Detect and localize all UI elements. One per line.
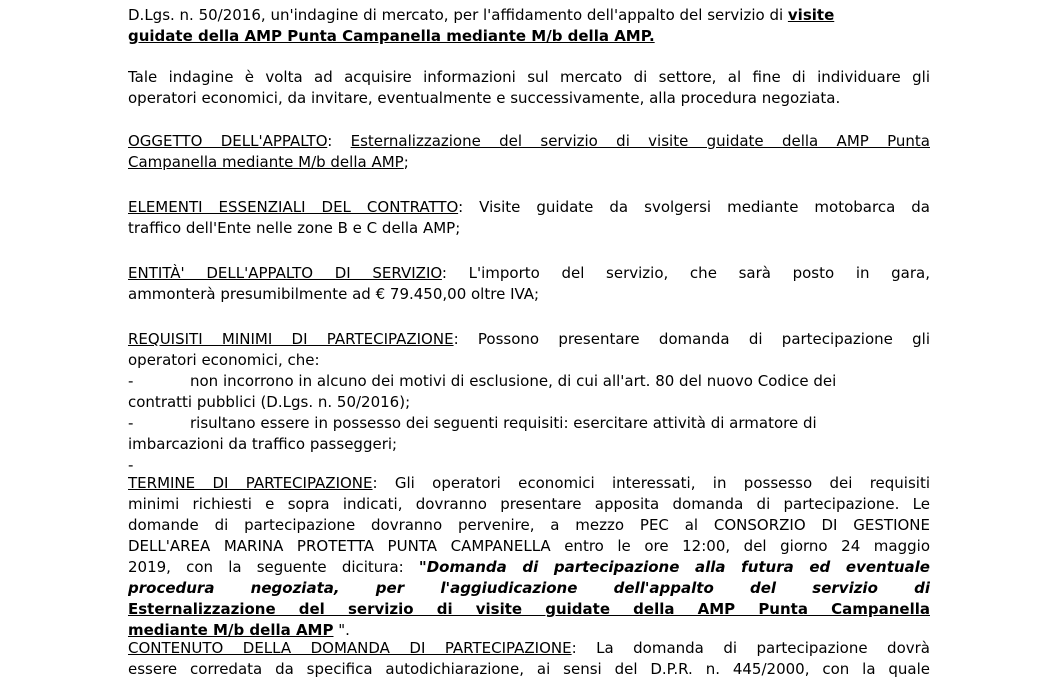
dicitura-tail: ". xyxy=(333,621,350,639)
oggetto-label: OGGETTO DELL'APPALTO xyxy=(128,132,328,150)
elementi-line-1 xyxy=(128,198,930,216)
termine-text: : Gli operatori economici interessati, in possesso dei requisiti xyxy=(372,474,930,492)
elementi-line-2: traffico dell'Ente nelle zone B e C della AMP; xyxy=(128,219,461,237)
termine-line-4: DELL'AREA MARINA PROTETTA PUNTA CAMPANELLA entro le ore 12:00, del giorno 24 maggio xyxy=(128,537,930,555)
contenuto-line-1 xyxy=(128,639,930,657)
oggetto-value-2: Campanella mediante M/b della AMP xyxy=(128,153,404,171)
requisiti-label: REQUISITI MINIMI DI PARTECIPAZIONE xyxy=(128,330,454,348)
requisiti-item-1-line-1 xyxy=(128,372,930,390)
intro-line-1 xyxy=(128,6,930,24)
termine-line-3: domande di partecipazione dovranno pervenire, a mezzo PEC al CONSORZIO DI GESTIONE xyxy=(128,516,930,534)
requisiti-line-1 xyxy=(128,330,930,348)
termine-line-6: procedura negoziata, per l'aggiudicazione dell'appalto del servizio di xyxy=(128,579,930,597)
contenuto-label: CONTENUTO DELLA DOMANDA DI PARTECIPAZIONE xyxy=(128,639,572,657)
list-dash: - xyxy=(128,456,134,474)
requisiti-line-2: operatori economici, che: xyxy=(128,351,320,369)
purpose-line-1: Tale indagine è volta ad acquisire informazioni sul mercato di settore, al fine di individuare gli xyxy=(128,68,930,86)
entita-line-1 xyxy=(128,264,930,282)
requisiti-item-2-line-2: imbarcazioni da traffico passeggeri; xyxy=(128,435,398,453)
contenuto-line-2: essere corredata da specifica autodichiarazione, ai sensi del D.P.R. n. 445/2000, con la quale xyxy=(128,660,930,678)
dicitura-quote-end: mediante M/b della AMP xyxy=(128,621,334,639)
oggetto-line-1 xyxy=(128,132,930,150)
dicitura-quote-1: "Domanda di partecipazione alla futura ed eventuale xyxy=(418,558,930,576)
termine-line-5 xyxy=(128,558,930,576)
entita-line-2: ammonterà presumibilmente ad € 79.450,00 oltre IVA; xyxy=(128,285,540,303)
requisiti-item-2-line-1 xyxy=(128,414,930,432)
elementi-label: ELEMENTI ESSENZIALI DEL CONTRATTO xyxy=(128,198,459,216)
oggetto-line-2 xyxy=(128,153,930,171)
oggetto-tail: ; xyxy=(403,153,409,171)
oggetto-separator: : xyxy=(327,132,351,150)
entita-label: ENTITÀ' DELL'APPALTO DI SERVIZIO xyxy=(128,264,442,282)
requisiti-empty-item xyxy=(128,456,930,474)
requisiti-item-2-text: risultano essere in possesso dei seguenti requisiti: esercitare attività di armatore di xyxy=(190,414,817,432)
purpose-line-2: operatori economici, da invitare, eventualmente e successivamente, alla procedura negoziata. xyxy=(128,89,841,107)
termine-line-2: minimi richiesti e sopra indicati, dovranno presentare apposita domanda di partecipazione. Le xyxy=(128,495,930,513)
list-dash: - xyxy=(128,414,134,432)
requisiti-item-1-text: non incorrono in alcuno dei motivi di esclusione, di cui all'art. 80 del nuovo Codice dei xyxy=(190,372,837,390)
list-dash: - xyxy=(128,372,134,390)
service-title-part-2: guidate della AMP Punta Campanella mediante M/b della AMP. xyxy=(128,27,655,45)
service-title-part-1: visite xyxy=(787,6,835,24)
termine-line-7: Esternalizzazione del servizio di visite guidate della AMP Punta Campanella xyxy=(128,600,930,618)
elementi-text: : Visite guidate da svolgersi mediante motobarca da xyxy=(458,198,930,216)
termine-line-8 xyxy=(128,621,930,639)
termine-line-1 xyxy=(128,474,930,492)
intro-line-2 xyxy=(128,27,930,45)
requisiti-text: : Possono presentare domanda di partecipazione gli xyxy=(453,330,930,348)
termine-text-5: 2019, con la seguente dicitura: xyxy=(128,558,419,576)
oggetto-value-1: Esternalizzazione del servizio di visite guidate della AMP Punta xyxy=(350,132,930,150)
requisiti-item-1-line-2: contratti pubblici (D.Lgs. n. 50/2016); xyxy=(128,393,411,411)
termine-label: TERMINE DI PARTECIPAZIONE xyxy=(128,474,373,492)
contenuto-text: : La domanda di partecipazione dovrà xyxy=(571,639,930,657)
entita-text: : L'importo del servizio, che sarà posto in gara, xyxy=(441,264,930,282)
intro-text: D.Lgs. n. 50/2016, un'indagine di mercato, per l'affidamento dell'appalto del servizio di xyxy=(128,6,788,24)
